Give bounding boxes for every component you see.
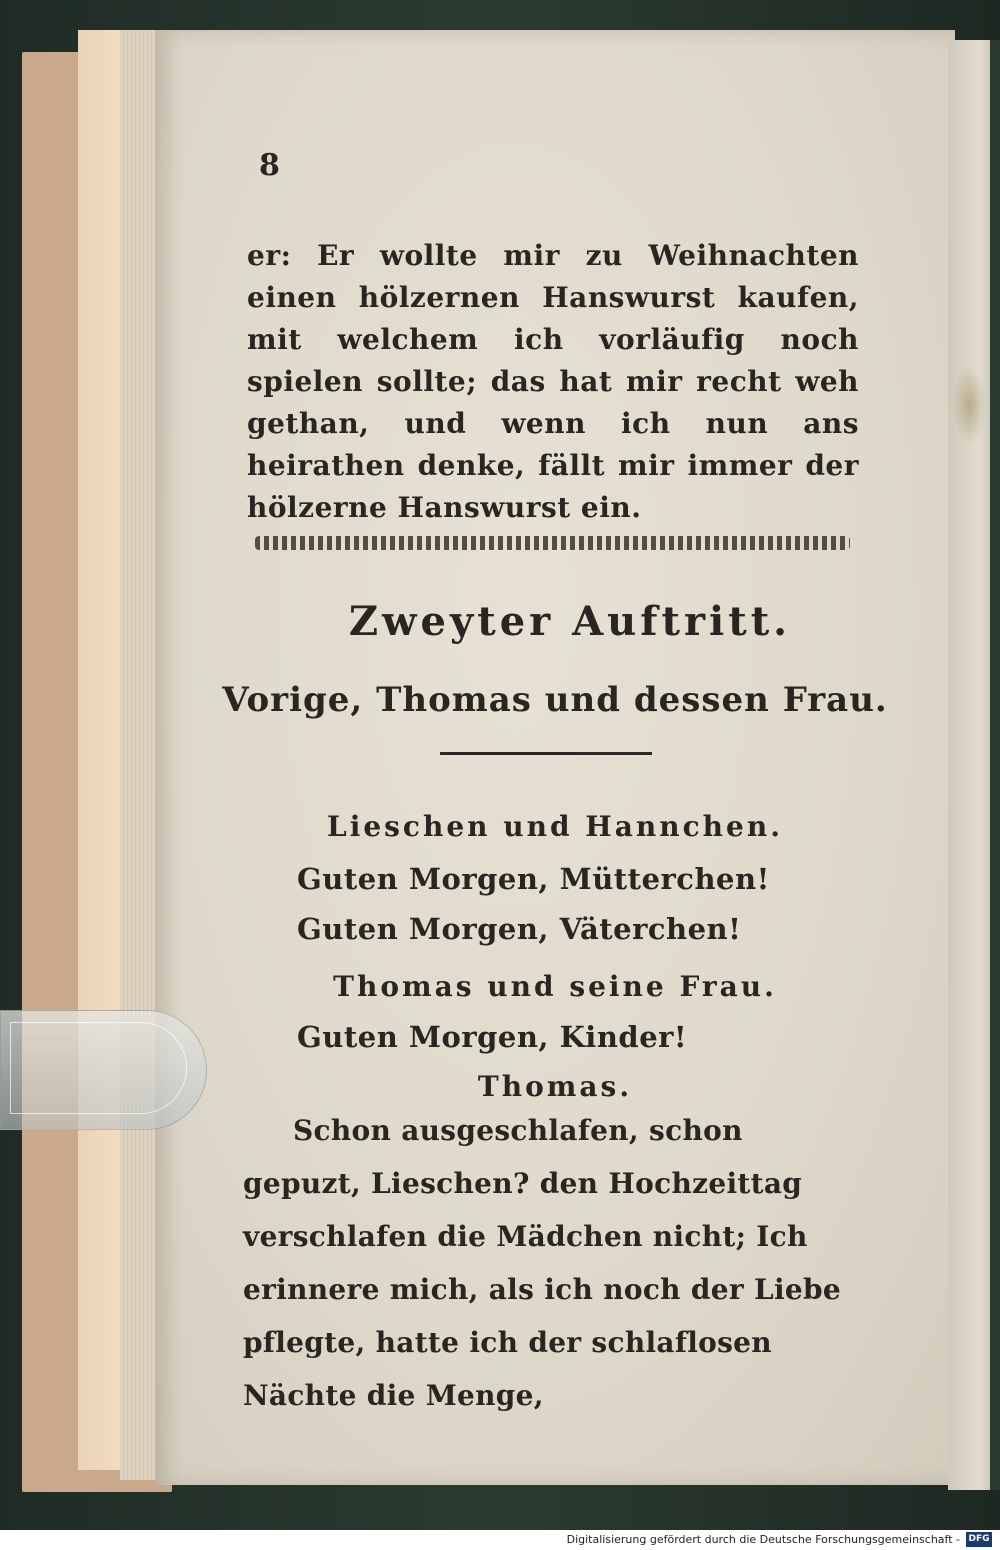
dfg-logo: DFG: [966, 1532, 992, 1547]
page-number: 8: [259, 148, 280, 183]
dialogue-line: Guten Morgen, Mütterchen!: [297, 862, 770, 896]
dialogue-line: Guten Morgen, Väterchen!: [297, 912, 742, 946]
background-edge: [990, 40, 1000, 1490]
speaker-heading: Thomas und seine Frau.: [333, 970, 777, 1003]
funding-credit: Digitalisierung gefördert durch die Deutsche Forschungsgemeinschaft -: [566, 1533, 960, 1546]
footer-bar: [0, 1530, 1000, 1550]
page-holder-clip: [0, 1010, 210, 1130]
ornamental-divider: [255, 536, 850, 550]
dialogue-paragraph: [243, 1104, 855, 1422]
binding-thread: [952, 365, 986, 445]
clip-highlight: [10, 1022, 187, 1114]
scene-subtitle: Vorige, Thomas und dessen Frau.: [222, 680, 888, 720]
dialogue-text: Schon ausgeschlafen, schon gepuzt, Lieschen? den Hochzeittag verschlafen die Mädchen nicht; Ich erinnere mich, als ich noch der Liebe pflegte, hatte ich der schlaflosen Nächte die Menge,: [243, 1114, 842, 1412]
speaker-heading: Lieschen und Hannchen.: [327, 810, 783, 843]
paragraph: er: Er wollte mir zu Weihnachten einen hölzernen Hanswurst kaufen, mit welchem ich vorläufig noch spielen sollte; das hat mir recht weh gethan, und wenn ich nun ans heirathen denke, fällt mir immer der hölzerne Hanswurst ein.: [247, 239, 859, 524]
heading-rule: [440, 752, 652, 755]
scene-title: Zweyter Auftritt.: [348, 598, 792, 645]
page-text: [155, 30, 955, 1485]
speaker-heading: Thomas.: [477, 1070, 633, 1103]
dialogue-line: Guten Morgen, Kinder!: [297, 1020, 688, 1054]
